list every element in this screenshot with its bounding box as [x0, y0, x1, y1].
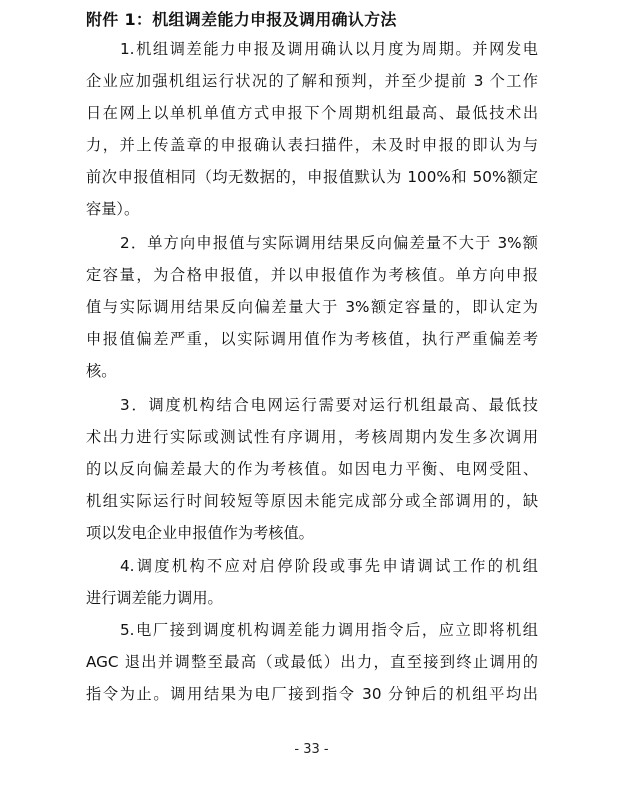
text-line: 力，并上传盖章的申报确认表扫描件，未及时申报的即认为与: [86, 136, 538, 154]
text-line: 机组实际运行时间较短等原因未能完成部分或全部调用的，缺: [86, 492, 538, 510]
text-line: 的以反向偏差最大的作为考核值。如因电力平衡、电网受阻、: [86, 460, 538, 478]
paragraph-4: [86, 550, 538, 614]
text-line: 进行调差能力调用。: [86, 589, 223, 607]
text-line: 3．调度机构结合电网运行需要对运行机组最高、最低技: [120, 396, 538, 414]
text-line: 5.电厂接到调度机构调差能力调用指令后，应立即将机组: [120, 621, 538, 639]
text-line: 术出力进行实际或测试性有序调用，考核周期内发生多次调用: [86, 428, 538, 446]
text-line: 日在网上以单机单值方式申报下个周期机组最高、最低技术出: [86, 104, 538, 122]
text-line: 定容量，为合格申报值，并以申报值作为考核值。单方向申报: [86, 266, 538, 284]
text-line: 项以发电企业申报值作为考核值。: [86, 524, 314, 542]
text-line: 企业应加强机组运行状况的了解和预判，并至少提前 3 个工作: [86, 72, 538, 90]
paragraph-2: [86, 227, 538, 387]
text-line: 容量）。: [86, 200, 140, 218]
document-heading: 附件 1：机组调差能力申报及调用确认方法: [86, 10, 397, 29]
page-number: - 33 -: [294, 742, 329, 757]
text-line: 2．单方向申报值与实际调用结果反向偏差量不大于 3%额: [120, 234, 538, 252]
text-line: 申报值偏差严重，以实际调用值作为考核值，执行严重偏差考: [86, 330, 538, 348]
text-line: 1.机组调差能力申报及调用确认以月度为周期。并网发电: [120, 40, 538, 58]
text-line: 核。: [86, 362, 117, 380]
text-line: 值与实际调用结果反向偏差量大于 3%额定容量的，即认定为: [86, 298, 538, 316]
text-line: 前次申报值相同（均无数据的，申报值默认为 100%和 50%额定: [86, 168, 538, 186]
paragraph-3: [86, 389, 538, 549]
text-line: AGC 退出并调整至最高（或最低）出力，直至接到终止调用的: [86, 653, 538, 671]
text-line: 指令为止。调用结果为电厂接到指令 30 分钟后的机组平均出: [86, 685, 538, 703]
paragraph-5: [86, 614, 538, 710]
text-line: 4.调度机构不应对启停阶段或事先申请调试工作的机组: [120, 557, 538, 575]
paragraph-1: [86, 33, 538, 225]
